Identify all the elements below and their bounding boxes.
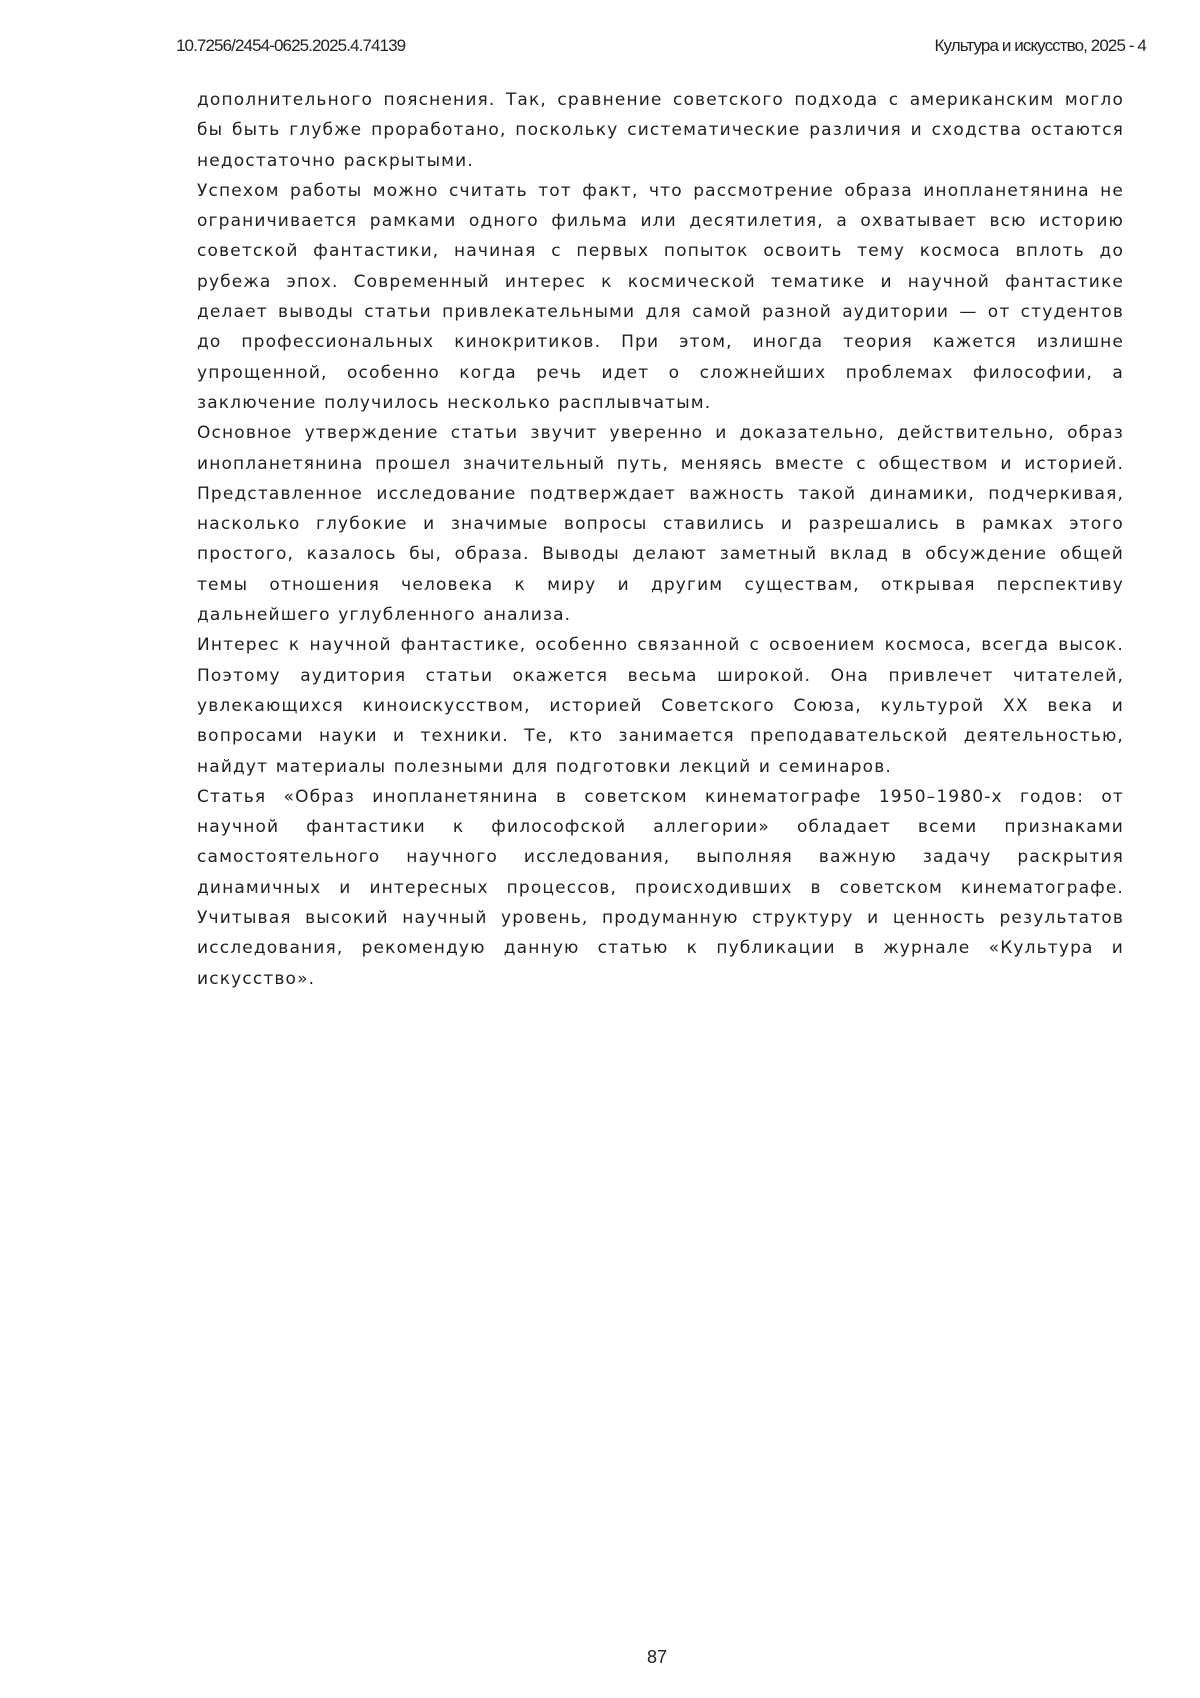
paragraph: Основное утверждение статьи звучит уверенно и доказательно, действительно, образ инопланетянина прошел значительный путь, меняясь вместе с обществом и историей. Представленное исследование подтверждает важность такой динамики, подчеркивая, насколько глубокие и значимые вопросы ставились и разрешались в рамках этого простого, казалось бы, образа. Выводы делают заметный вклад в обсуждение общей темы отношения человека к миру и другим существам, открывая перспективу дальнейшего углубленного анализа.	[197, 423, 1124, 626]
page-header	[176, 36, 1146, 60]
article-body	[197, 85, 1124, 994]
paragraph: Интерес к научной фантастике, особенно связанной с освоением космоса, всегда высок. Поэтому аудитория статьи окажется весьма широкой. Она привлечет читателей, увлекающихся киноискусством, историей Советского Союза, культурой XX века и вопросами науки и техники. Те, кто занимается преподавательской деятельностью, найдут материалы полезными для подготовки лекций и семинаров.	[197, 635, 1124, 777]
journal-issue-label: Культура и искусство, 2025 - 4	[934, 36, 1146, 55]
page-number: 87	[646, 1647, 668, 1667]
paragraph: Статья «Образ инопланетянина в советском кинематографе 1950–1980-х годов: от научной фантастики к философской аллегории» обладает всеми признаками самостоятельного научного исследования, выполняя важную задачу раскрытия динамичных и интересных процессов, происходивших в советском кинематографе. Учитывая высокий научный уровень, продуманную структуру и ценность результатов исследования, рекомендую данную статью к публикации в журнале «Культура и искусство».	[197, 786, 1124, 989]
paragraph: Успехом работы можно считать тот факт, что рассмотрение образа инопланетянина не ограничивается рамками одного фильма или десятилетия, а охватывает всю историю советской фантастики, начиная с первых попыток освоить тему космоса вплоть до рубежа эпох. Современный интерес к космической тематике и научной фантастике делает выводы статьи привлекательными для самой разной аудитории — от студентов до профессиональных кинокритиков. При этом, иногда теория кажется излишне упрощенной, особенно когда речь идет о сложнейших проблемах философии, а заключение получилось несколько расплывчатым.	[197, 180, 1124, 413]
paragraph: дополнительного пояснения. Так, сравнение советского подхода с американским могло бы быть глубже проработано, поскольку систематические различия и сходства остаются недостаточно раскрытыми.	[197, 90, 1124, 171]
doi-label: 10.7256/2454-0625.2025.4.74139	[176, 36, 406, 55]
